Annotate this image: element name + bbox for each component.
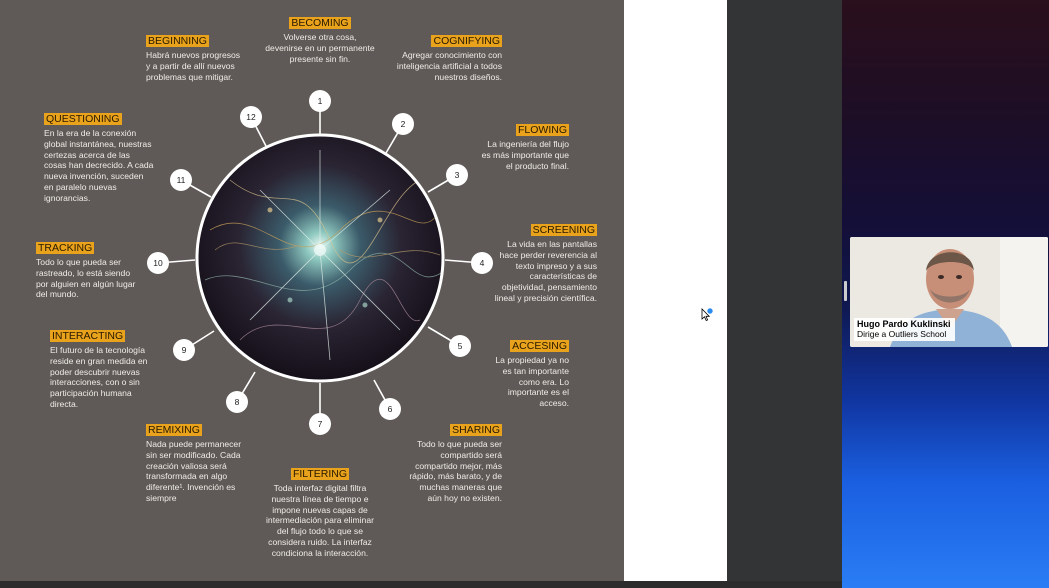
topic-title: QUESTIONING: [46, 113, 120, 125]
topic-screening: [494, 220, 597, 304]
number-badge-5: 5: [449, 335, 471, 357]
topic-cognifying: [392, 31, 502, 82]
participant-video-tile[interactable]: [850, 237, 1048, 347]
screen-share-background: [727, 0, 842, 588]
participant-name: Hugo Pardo Kuklinski: [857, 319, 951, 329]
topic-description: La propiedad ya no es tan importante como era. Lo importante es el acceso.: [495, 355, 569, 409]
topic-description: Nada puede permanecer sin ser modificado. Cada creación valiosa será transformada en algo diferente¹. Invención es siempre: [146, 439, 242, 503]
number-badge-9: 9: [173, 339, 195, 361]
topic-title: COGNIFYING: [433, 35, 500, 47]
topic-title: BECOMING: [291, 17, 349, 29]
topic-description: Habrá nuevos progresos y a partir de allí nuevos problemas que mitigar.: [146, 50, 241, 82]
topic-filtering: [263, 464, 377, 559]
topic-title: INTERACTING: [52, 330, 124, 342]
topic-beginning: [146, 31, 246, 82]
topic-description: Todo lo que pueda ser compartido será compartido mejor, más rápido, más barato, y de muchas maneras que aún hoy no existen.: [409, 439, 502, 503]
topic-description: El futuro de la tecnología reside en gran medida en poder descubrir nuevas interacciones, con o sin participación humana directa.: [50, 345, 148, 409]
topic-tracking: [36, 238, 138, 300]
topic-title: ACCESING: [512, 340, 567, 352]
number-badge-11: 11: [170, 169, 192, 191]
number-badge-3: 3: [446, 164, 468, 186]
topic-title: SHARING: [452, 424, 500, 436]
topic-questioning: [44, 109, 154, 204]
topic-description: Todo lo que pueda ser rastreado, lo está siendo por alguien en algún lugar del mundo.: [36, 257, 136, 300]
number-badge-1: 1: [309, 90, 331, 112]
panel-resize-handle[interactable]: [844, 281, 847, 301]
topic-flowing: [480, 120, 569, 171]
topic-interacting: [50, 326, 160, 410]
number-badge-7: 7: [309, 413, 331, 435]
topic-title: BEGINNING: [148, 35, 207, 47]
number-badge-8: 8: [226, 391, 248, 413]
number-badge-6: 6: [379, 398, 401, 420]
slide-blank-area: [624, 0, 727, 581]
topic-sharing: [406, 420, 502, 504]
number-badge-12: 12: [240, 106, 262, 128]
number-badge-4: 4: [471, 252, 493, 274]
topic-title: REMIXING: [148, 424, 200, 436]
topic-becoming: [264, 13, 376, 64]
topic-title: SCREENING: [532, 224, 595, 236]
participant-name-tag: [854, 318, 955, 341]
topic-description: Volverse otra cosa, devenirse en un permanente presente sin fin.: [265, 32, 375, 64]
number-badge-2: 2: [392, 113, 414, 135]
topic-title: FILTERING: [292, 468, 348, 480]
participant-role: Dirige a Outliers School: [857, 329, 947, 339]
bottom-edge: [0, 581, 842, 588]
number-badge-10: 10: [147, 252, 169, 274]
topic-description: Toda interfaz digital filtra nuestra línea de tiempo e impone nuevas capas de intermediación para eliminar del flujo todo lo que se considera ruido. La interfaz condiciona la interacción.: [266, 483, 374, 558]
topic-accesing: [484, 336, 569, 409]
topic-description: En la era de la conexión global instantánea, nuestras certezas acerca de las cosas han decrecido. A cada nueva invención, suceden en paralelo nuevas ignorancias.: [44, 128, 154, 203]
topic-remixing: [146, 420, 244, 504]
topic-description: Agregar conocimiento con inteligencia artificial a todos nuestros diseños.: [396, 50, 502, 82]
topic-description: La vida en las pantallas hace perder reverencia al texto impreso y a sus características de objetividad, pensamiento lineal y precisión científica.: [494, 239, 597, 303]
mouse-pointer-icon: [700, 307, 714, 323]
topic-title: FLOWING: [518, 124, 567, 136]
topic-description: La ingeniería del flujo es más importante que el producto final.: [481, 139, 569, 171]
topic-title: TRACKING: [38, 242, 93, 254]
